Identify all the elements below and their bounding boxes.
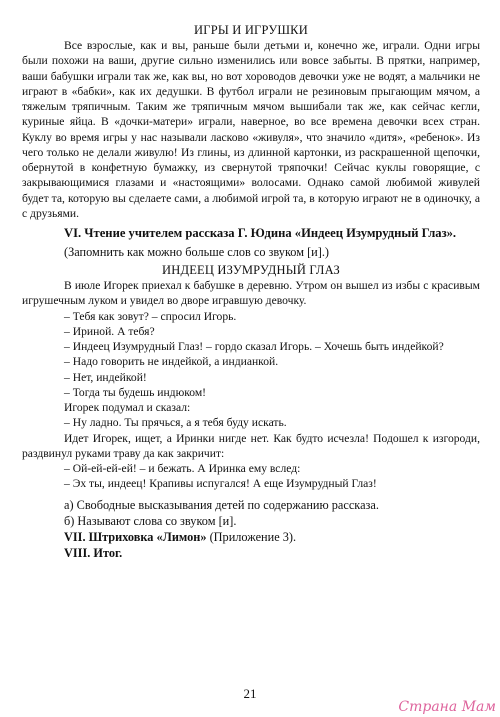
site-watermark: Страна Мам	[398, 699, 496, 715]
story-paragraph: – Тебя как зовут? – спросил Игорь.	[64, 309, 237, 323]
story-paragraph: – Эх ты, индеец! Крапивы испугался! А еще Изумрудный Глаз!	[64, 477, 377, 491]
instruction-note: (Запомнить как можно больше слов со звуком [и].)	[64, 244, 330, 259]
section-vii-note: (Приложение 3).	[206, 529, 297, 544]
story-paragraph: – Ириной. А тебя?	[64, 324, 155, 338]
section-viii-heading: VIII. Итог.	[64, 546, 123, 561]
story-paragraph: – Нет, индейкой!	[64, 370, 147, 384]
section-vii-heading: VII. Штриховка «Лимон»	[64, 529, 207, 544]
section-title: ИГРЫ И ИГРУШКИ	[194, 23, 308, 37]
story-paragraph: – Надо говорить не индейкой, а индианкой.	[64, 355, 279, 369]
task-list	[22, 497, 480, 562]
task-item: а) Свободные высказывания детей по содержанию рассказа.	[64, 497, 379, 512]
story-paragraph: – Индеец Изумрудный Глаз! – гордо сказал Игорь. – Хочешь быть индейкой?	[64, 340, 444, 353]
story-paragraph: В июле Игорек приехал к бабушке в деревню. Утром он вышел из избы с красивым игрушечным луком и увидел во дворе игравшую девочку.	[22, 279, 480, 308]
task-item: б) Называют слова со звуком [и].	[64, 513, 237, 528]
story-title: ИНДЕЕЦ ИЗУМРУДНЫЙ ГЛАЗ	[162, 263, 340, 277]
section-vi-heading: VI. Чтение учителем рассказа Г. Юдина «Индеец Изумрудный Глаз».	[64, 226, 457, 240]
section-vii-line	[22, 529, 480, 545]
document-page	[22, 22, 480, 561]
intro-paragraph: Все взрослые, как и вы, раньше были детьми и, конечно же, играли. Одни игры были похожи на ваши, другие сильно изменились или вовсе забыты. В прятки, например, ваши бабушки играли так же, как вы, но вот хороводов девочки уже не водят, а мальчики не играют в «бабки», как их дедушки. В футбол играли не резиновым прыгающим мячом, а тяжелым тряпичным. Таким же тряпичным мячом вышибали так же, как сейчас кегли, куриные яйца. В «дочки-матери» играли, наверное, во все времена девочки всех стран. Куклу во время игры у нас называли ласково «живуля», что значило «дитя», «ребенок». Из чего только не делали живулю! Из глины, из длинной картонки, из раскрашенной щепочки, обернутой в конфетную бумажку, из свернутой тряпочки! Сейчас куклы говорящие, с закрывающимися глазами и «настоящими» волосами. Однако самой любимой живулей будет та, которую вы сделаете сами, а любимой игрой та, в которую играют не в одиночку, а с друзьями.	[22, 39, 480, 220]
story-paragraph: – Ой-ей-ей-ей! – и бежать. А Иринка ему вслед:	[64, 462, 301, 475]
story-paragraph: – Ну ладно. Ты прячься, а я тебя буду искать.	[64, 416, 287, 430]
story-paragraph: – Тогда ты будешь индюком!	[64, 385, 207, 399]
story-paragraph: Идет Игорек, ищет, а Иринки нигде нет. Как будто исчезла! Подошел к изгороди, раздвинул руками траву да как закричит:	[22, 431, 480, 460]
page-number: 21	[243, 686, 257, 701]
story-paragraph: Игорек подумал и сказал:	[64, 401, 191, 414]
